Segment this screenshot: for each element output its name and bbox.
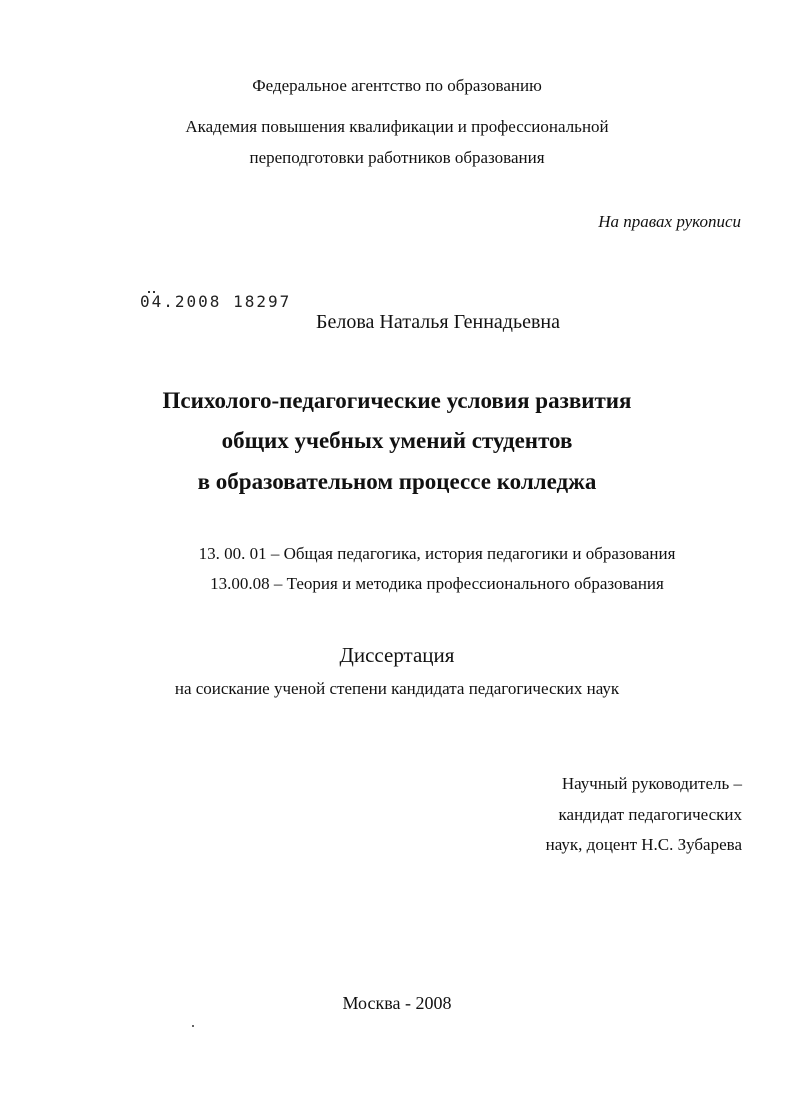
document-type: Диссертация	[339, 643, 455, 667]
library-stamp-number: 04.2008 18297	[140, 292, 292, 311]
dissertation-title-line-2: общих учебных умений студентов	[221, 428, 573, 453]
specialty-line-1: 13. 00. 01 – Общая педагогика, история педагогики и образования	[198, 544, 676, 563]
dissertation-title-line-1: Психолого-педагогические условия развития	[162, 388, 632, 413]
stamp-marks	[148, 280, 162, 284]
author-name: Белова Наталья Геннадьевна	[316, 311, 560, 333]
supervisor-line-2: кандидат педагогических	[558, 805, 742, 824]
academy-name-line-2: переподготовки работников образования	[249, 148, 545, 167]
supervisor-line-3: наук, доцент Н.С. Зубарева	[545, 835, 742, 854]
manuscript-rights-note: На правах рукописи	[598, 212, 741, 231]
supervisor-line-1: Научный руководитель –	[561, 774, 742, 793]
agency-name: Федеральное агентство по образованию	[252, 76, 542, 95]
specialty-line-2: 13.00.08 – Теория и методика профессионального образования	[210, 574, 664, 593]
degree-line: на соискание ученой степени кандидата педагогических наук	[174, 679, 620, 698]
dissertation-title-line-3: в образовательном процессе колледжа	[197, 469, 597, 494]
scan-speck	[192, 1025, 194, 1027]
city-year: Москва - 2008	[342, 993, 452, 1013]
academy-name-line-1: Академия повышения квалификации и профессиональной	[185, 117, 609, 136]
